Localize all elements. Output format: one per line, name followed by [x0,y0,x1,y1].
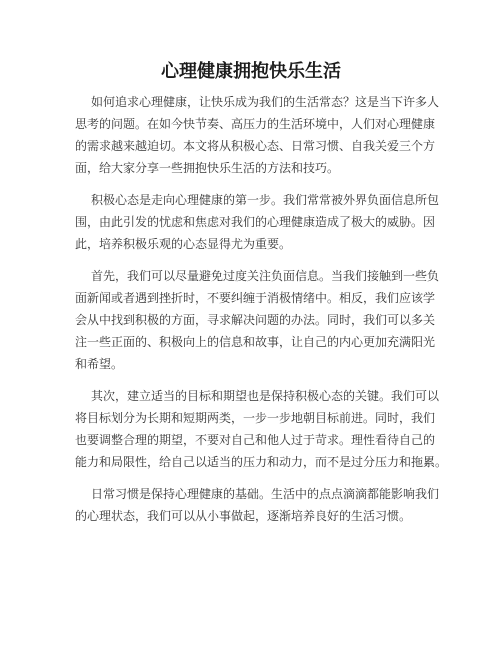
paragraph-line: 会从中找到积极的方面，寻求解决问题的办法。同时，我们可以多关 [75,313,436,327]
paragraph-line: 日常习惯是保持心理健康的基础。生活中的点点滴滴都能影响我们 [91,487,440,501]
paragraph-line: 面，给大家分享一些拥抱快乐生活的方法和技巧。 [75,161,340,175]
paragraph-line: 思考的问题。在如今快节奏、高压力的生活环境中，人们对心理健康 [75,117,436,131]
paragraph-line: 此，培养积极乐观的心态显得尤为重要。 [75,237,292,251]
paragraph-line: 和希望。 [75,357,124,371]
paragraph-daily-habits [75,483,445,527]
paragraph-positive-mindset [75,189,445,255]
paragraph-line: 将目标划分为长期和短期两类，一步一步地朝目标前进。同时，我们 [75,411,436,425]
paragraph-line: 其次，建立适当的目标和期望也是保持积极心态的关键。我们可以 [91,389,440,403]
paragraph-line: 注一些正面的、积极向上的信息和故事，让自己的内心更加充满阳光 [75,335,436,349]
paragraph-avoid-negative [75,265,445,375]
paragraph-line: 如何追求心理健康，让快乐成为我们的生活常态？这是当下许多人 [91,95,440,109]
paragraph-intro [75,91,445,179]
paragraph-line: 能力和局限性，给自己以适当的压力和动力，而不是过分压力和拖累。 [75,455,448,469]
paragraph-line: 的需求越来越迫切。本文将从积极心态、日常习惯、自我关爱三个方 [75,139,436,153]
paragraph-line: 的心理状态，我们可以从小事做起，逐渐培养良好的生活习惯。 [75,509,412,523]
page-title: 心理健康拥抱快乐生活 [161,61,341,82]
paragraph-goals [75,385,448,473]
paragraph-line: 积极心态是走向心理健康的第一步。我们常常被外界负面信息所包 [91,193,440,207]
paragraph-line: 围，由此引发的忧虑和焦虑对我们的心理健康造成了极大的威胁。因 [75,215,436,229]
paragraph-line: 首先，我们可以尽量避免过度关注负面信息。当我们接触到一些负 [91,269,440,283]
paragraph-line: 也要调整合理的期望，不要对自己和他人过于苛求。理性看待自己的 [75,433,436,447]
paragraph-line: 面新闻或者遇到挫折时，不要纠缠于消极情绪中。相反，我们应该学 [75,291,436,305]
